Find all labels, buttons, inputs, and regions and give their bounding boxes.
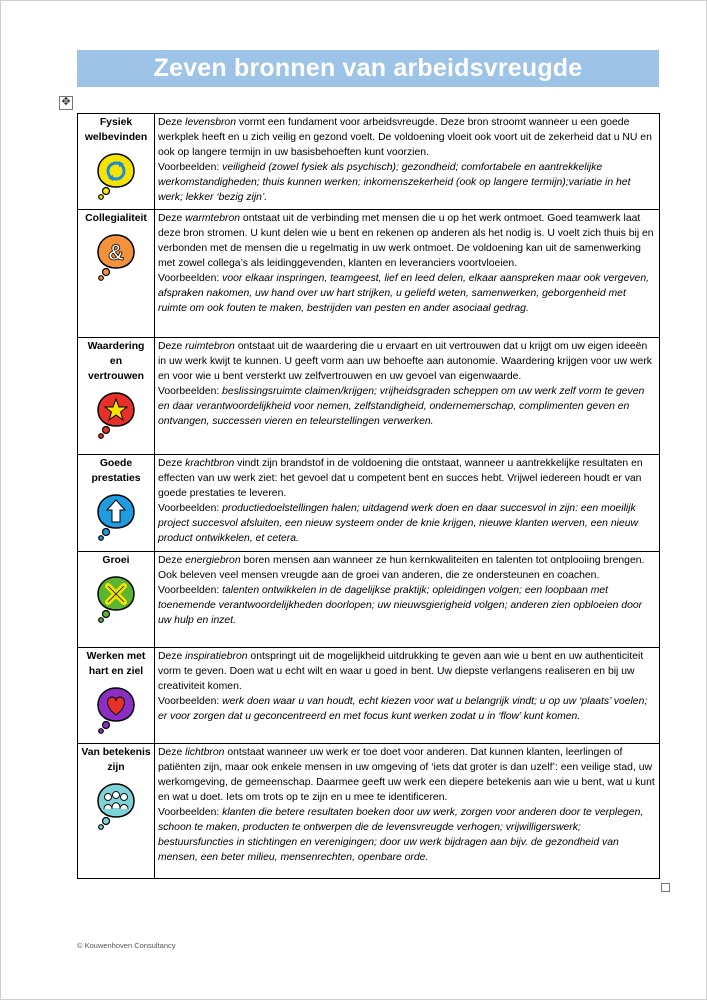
table-row <box>78 210 660 338</box>
source-term: energiebron <box>185 555 241 566</box>
examples-text: veiligheid (zowel fysiek als psychisch); gezondheid; comfortabele en aantrekkelijke werkomstandigheden; thuis kunnen werken; inkomenszekerheid (ook op langere termijn);variatie in het werk; lekker ‘bezig zijn’. <box>158 162 631 203</box>
examples-label: Voorbeelden: <box>158 807 223 818</box>
examples-label: Voorbeelden: <box>158 503 223 514</box>
examples-text: productiedoelstellingen halen; uitdagend werk doen en daar succesvol in zijn: een moeilijk project succesvol afsluiten, een nieuw systeem onder de knie krijgen, nieuwe klanten werven, een nieuw product ontwikkelen, et cetera. <box>158 503 638 544</box>
page-title: Zeven bronnen van arbeidsvreugde <box>153 54 583 82</box>
examples-text: talenten ontwikkelen in de dagelijkse praktijk; opleidingen volgen; een loopbaan met toenemende verantwoordelijkheden doorlopen; uw nieuwsgierigheid volgen; anderen zien opbloeien door uw hulp en inzet. <box>158 585 643 626</box>
row-label: Fysiek welbevinden <box>84 117 148 143</box>
table-resize-handle[interactable] <box>661 883 670 892</box>
source-term: levensbron <box>185 117 236 128</box>
table-row <box>78 114 660 210</box>
arrow-up-icon <box>95 492 137 542</box>
row-label: Werken met hart en ziel <box>86 651 146 677</box>
row-label-cell <box>78 455 155 552</box>
table-move-handle-icon[interactable]: ✥ <box>59 96 73 110</box>
row-description-cell: Deze lichtbron ontstaat wanneer uw werk er toe doet voor anderen. Dat kunnen klanten, leerlingen of patiënten zijn, maar ook enkele mensen in uw omgeving of ‘iets dat groter is dan uzelf’: een veilige stad, uw werkomgeving, de gemeenschap. Daarmee geeft uw werk een diepere betekenis aan wie u bent, wat u kunt en wat u doet. Iets om trots op te zijn en u mee te identificeren. Voorbeelden: klanten die betere resultaten boeken door uw werk, zorgen voor anderen door te verplegen, schoon te maken, producten te ontwerpen die de levensvreugde verhogen; vrijwilligerswerk; bestuursfuncties in stichtingen en verenigingen; door uw werk bijdragen aan bijv. de gezondheid van mensen, een beter milieu, mensenrechten, openbare orde. <box>155 744 660 879</box>
cross-icon <box>95 574 137 624</box>
source-term: warmtebron <box>185 213 241 224</box>
examples-text: voor elkaar inspringen, teamgeest, lief en leed delen, elkaar aanspreken maar ook vergeven, afspraken nakomen, uw hand over uw hart strijken, u geliefd weten, samenwerken, geborgenheid met ruimte om ook fouten te maken, bestrijden van pesten en ander asociaal gedrag. <box>158 273 649 314</box>
table-row <box>78 648 660 744</box>
table-row <box>78 338 660 455</box>
sources-table <box>77 113 660 879</box>
recycle-icon <box>95 151 137 201</box>
source-term: krachtbron <box>185 458 235 469</box>
row-label-cell <box>78 210 155 338</box>
examples-label: Voorbeelden: <box>158 386 223 397</box>
examples-text: klanten die betere resultaten boeken door uw werk, zorgen voor anderen door te verplegen, schoon te maken, producten te ontwerpen die de levensvreugde verhogen; vrijwilligerswerk; bestuursfuncties in stichtingen en verenigingen; door uw werk bijdragen aan bijv. de gezondheid van mensen, een beter milieu, mensenrechten, openbare orde. <box>158 807 644 863</box>
ampersand-icon <box>95 232 137 282</box>
row-label: Waardering en vertrouwen <box>87 341 145 382</box>
people-icon <box>95 781 137 831</box>
row-label: Goede prestaties <box>91 458 141 484</box>
table-row <box>78 744 660 879</box>
row-label-cell <box>78 744 155 879</box>
svg-text:&: & <box>108 240 124 265</box>
title-banner <box>77 50 659 87</box>
row-description-cell: Deze ruimtebron ontstaat uit de waardering die u ervaart en uit vertrouwen dat u krijgt om uw eigen ideeën in uw werk kwijt te kunnen. U geeft vorm aan uw behoefte aan autonomie. Waardering krijgen voor uw werk en voor wie u bent versterkt uw zelfvertrouwen en uw gevoel van eigenwaarde. Voorbeelden: beslissingsruimte claimen/krijgen; vrijheidsgraden scheppen om uw werk zelf vorm te geven en daar verantwoordelijkheid voor nemen, zelfstandigheid, ondernemerschap, complimenten geven en ontvangen, successen vieren en teleurstellingen verwerken. <box>155 338 660 455</box>
examples-label: Voorbeelden: <box>158 273 223 284</box>
row-label-cell <box>78 552 155 648</box>
star-icon <box>95 390 137 440</box>
heart-icon <box>95 685 137 735</box>
examples-text: beslissingsruimte claimen/krijgen; vrijheidsgraden scheppen om uw werk zelf vorm te geven en daar verantwoordelijkheid voor nemen, zelfstandigheid, ondernemerschap, complimenten geven en ontvangen, successen vieren en teleurstellingen verwerken. <box>158 386 645 427</box>
source-term: inspiratiebron <box>185 651 248 662</box>
examples-label: Voorbeelden: <box>158 585 223 596</box>
row-label: Van betekenis zijn <box>81 747 151 773</box>
row-label-cell <box>78 648 155 744</box>
table-row <box>78 455 660 552</box>
examples-label: Voorbeelden: <box>158 162 223 173</box>
source-term: ruimtebron <box>185 341 235 352</box>
row-description-cell: Deze levensbron vormt een fundament voor arbeidsvreugde. Deze bron stroomt wanneer u een goede werkplek heeft en u zich veilig en gezond voelt. De voldoening vloeit ook voort uit de zekerheid dat u NU en ook op langere termijn in uw basisbehoeften kunt voorzien. Voorbeelden: veiligheid (zowel fysiek als psychisch); gezondheid; comfortabele en aantrekkelijke werkomstandigheden; thuis kunnen werken; inkomenszekerheid (ook op langere termijn);variatie in het werk; lekker ‘bezig zijn’. <box>155 114 660 210</box>
row-label: Groei <box>102 555 130 566</box>
table-row <box>78 552 660 648</box>
footer-copyright: © Kouwenhoven Consultancy <box>77 941 176 950</box>
row-description-cell: Deze warmtebron ontstaat uit de verbinding met mensen die u op het werk ontmoet. Goed teamwerk laat deze bron stromen. U kunt delen wie u bent en rekenen op anderen als het nodig is. U voelt zich thuis bij en verbonden met de mensen die u regelmatig in uw werk ontmoet. De voldoening kan uit de samenwerking met zowel collega’s als leidinggevenden, klanten en leveranciers voortvloeien. Voorbeelden: voor elkaar inspringen, teamgeest, lief en leed delen, elkaar aanspreken maar ook vergeven, afspraken nakomen, uw hand over uw hart strijken, u geliefd weten, samenwerken, geborgenheid met ruimte om ook fouten te maken, bestrijden van pesten en ander asociaal gedrag. <box>155 210 660 338</box>
examples-label: Voorbeelden: <box>158 696 223 707</box>
row-description-cell: Deze krachtbron vindt zijn brandstof in de voldoening die ontstaat, wanneer u aantrekkelijke resultaten en effecten van uw werk ziet: het gevoel dat u competent bent en succes hebt. Vrijwel iedereen houdt er van goede prestaties te leveren. Voorbeelden: productiedoelstellingen halen; uitdagend werk doen en daar succesvol in zijn: een moeilijk project succesvol afsluiten, een nieuw systeem onder de knie krijgen, nieuwe klanten werven, een nieuw product ontwikkelen, et cetera. <box>155 455 660 552</box>
source-term: lichtbron <box>185 747 225 758</box>
row-description-cell: Deze inspiratiebron ontspringt uit de mogelijkheid uitdrukking te geven aan wie u bent en uw authenticiteit vorm te geven. Doen wat u echt wilt en waar u goed in bent. Uw diepste verlangens realiseren en bij uw creativiteit komen. Voorbeelden: werk doen waar u van houdt, echt kiezen voor wat u belangrijk vindt; u op uw ‘plaats’ voelen; er voor zorgen dat u geconcentreerd en met focus kunt werken zodat u in ‘flow’ kunt komen. <box>155 648 660 744</box>
row-label-cell <box>78 338 155 455</box>
row-label-cell <box>78 114 155 210</box>
row-description-cell: Deze energiebron boren mensen aan wanneer ze hun kernkwaliteiten en talenten tot ontplooiing brengen. Ook beleven veel mensen vreugde aan de groei van anderen, die ze ondersteunen en coachen. Voorbeelden: talenten ontwikkelen in de dagelijkse praktijk; opleidingen volgen; een loopbaan met toenemende verantwoordelijkheden doorlopen; uw nieuwsgierigheid volgen; anderen zien opbloeien door uw hulp en inzet. <box>155 552 660 648</box>
examples-text: werk doen waar u van houdt, echt kiezen voor wat u belangrijk vindt; u op uw ‘plaats’ voelen; er voor zorgen dat u geconcentreerd en met focus kunt werken zodat u in ‘flow’ kunt komen. <box>158 696 648 722</box>
row-label: Collegialiteit <box>85 213 147 224</box>
